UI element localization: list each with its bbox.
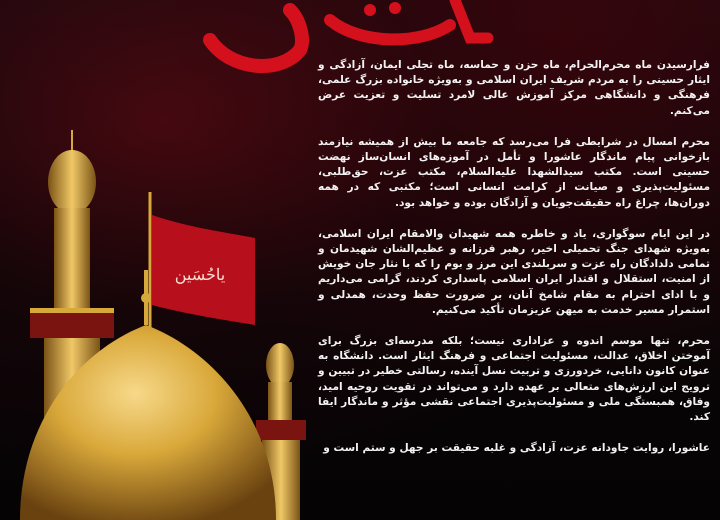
paragraph: عاشورا، روایت جاودانه عزت، آزادگی و غلبه حقیقت بر جهل و ستم است و (323, 442, 710, 455)
paragraph: محرم امسال در شرایطی فرا می‌رسد که جامعه ما بیش از همیشه نیازمند بازخوانی پیام ماندگار عاشورا و تأمل در آموزه‌های انسان‌ساز نهضت حسینی است. مکتب سیدالشهدا علیه‌السلام، مکتب عزت، حق‌طلبی، مسئولیت‌پذیری و صیانت از کرامت انسانی است؛ مکتبی که در همه دوران‌ها، چراغ راه حقیقت‌جویان و آزادگان بوده و خواهد بود. (318, 135, 710, 209)
shrine-illustration (0, 120, 320, 520)
paragraph: در این ایام سوگواری، یاد و خاطره همه شهیدان والامقام ایران اسلامی، به‌ویژه شهدای جنگ تحمیلی اخیر، رهبر فرزانه و عظیم‌الشان شهیدمان و تمامی دلدادگان راه عزت و سربلندی این مرز و بوم را که با نثار جان خویش از امنیت، استقلال و اقتدار ایران اسلامی پاسداری کردند، گرامی می‌داریم و با ادای احترام به مقام شامخ آنان، بر ضرورت حفظ وحدت، همدلی و استمرار مسیر خدمت به میهن عزیزمان تأکید می‌کنیم. (318, 227, 710, 316)
paragraph: فرارسیدن ماه محرم‌الحرام، ماه حزن و حماسه، ماه تجلی ایمان، آزادگی و ایثار حسینی را به مردم شریف ایران اسلامی و به‌ویژه خانواده بزرگ علمی، فرهنگی و دانشگاهی مرکز آموزش عالی لامرد تسلیت و تعزیت عرض می‌کنم. (318, 59, 710, 117)
flag-text: یاحُسَین (174, 265, 226, 284)
paragraph: محرم، تنها موسم اندوه و عزاداری نیست؛ بلکه مدرسه‌ای بزرگ برای آموختن اخلاق، عدالت، مسئولیت اجتماعی و فرهنگ ایثار است. دانشگاه به عنوان کانون دانایی، خردورزی و تربیت نسل آینده، رسالتی خطیر در تبیین و ترویج این ارزش‌های متعالی بر عهده دارد و می‌تواند در تقویت روحیه امید، وفاق، همبستگی ملی و مسئولیت‌پذیری اجتماعی نقشی مؤثر و ماندگار ایفا کند. (318, 335, 710, 424)
message-text (318, 58, 710, 520)
flag (150, 192, 255, 350)
